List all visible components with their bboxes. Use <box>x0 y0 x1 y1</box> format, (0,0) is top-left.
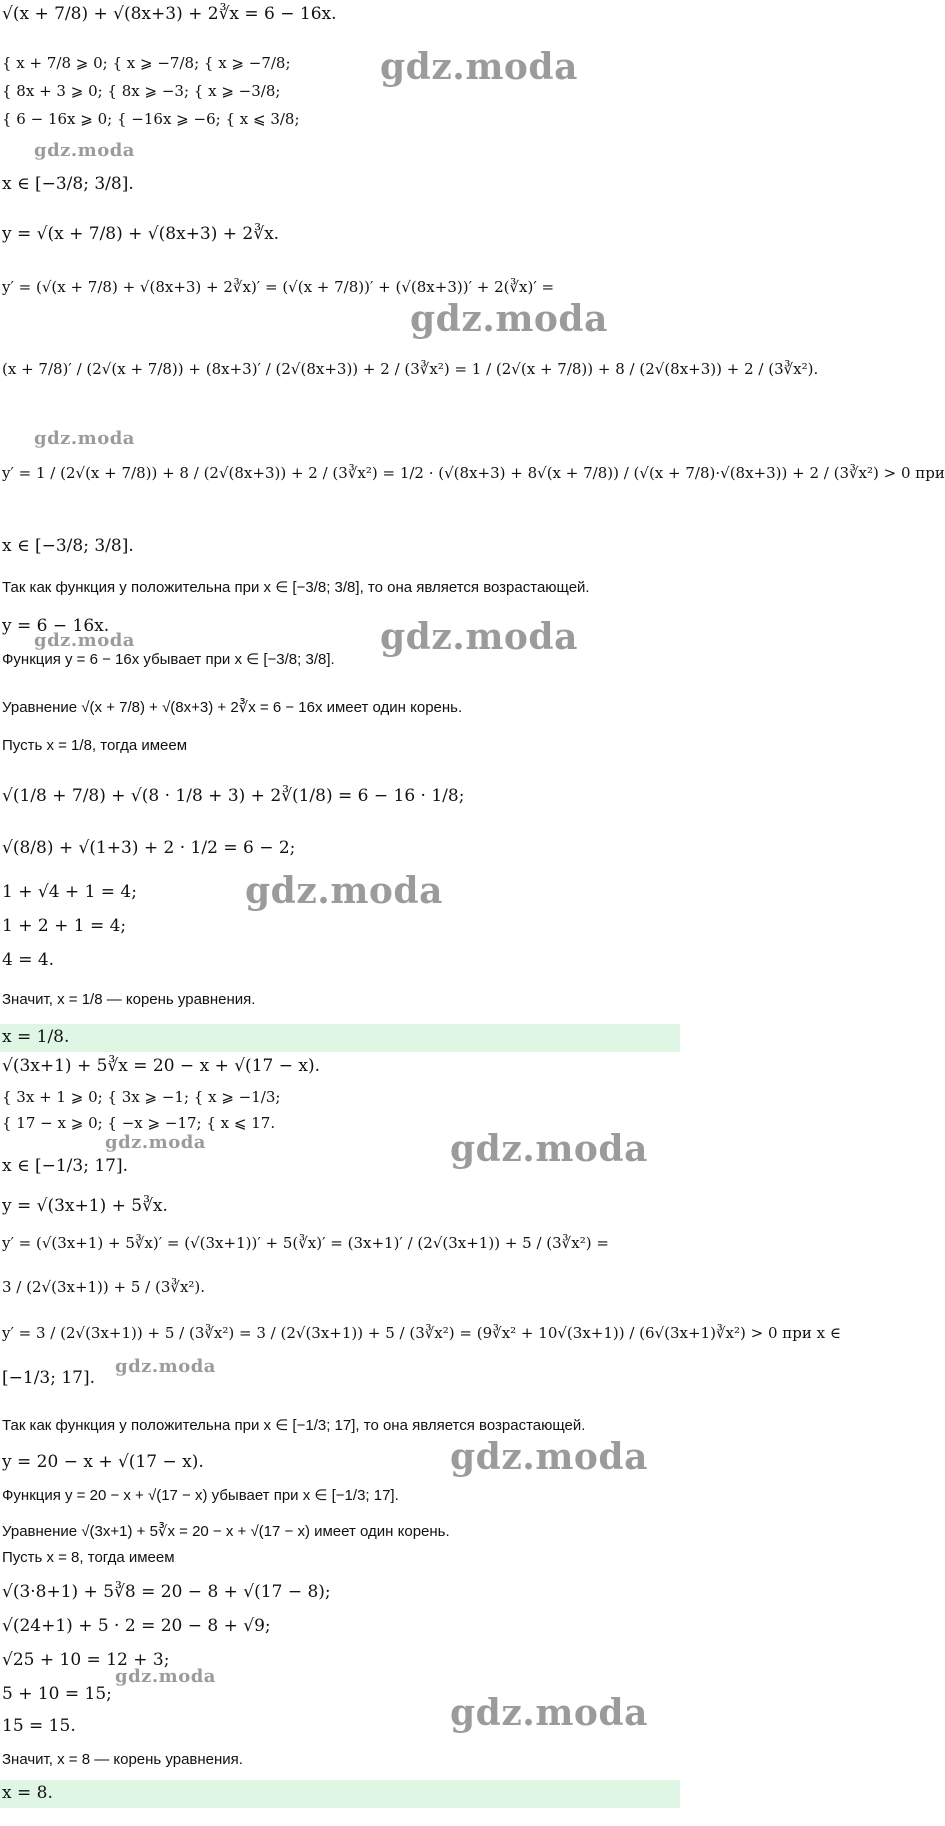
math-line: y = √(3x+1) + 5∛x. <box>2 1196 168 1216</box>
watermark: gdz.moda <box>105 1132 206 1153</box>
answer-line: x = 8. <box>0 1780 680 1808</box>
watermark: gdz.moda <box>115 1356 216 1377</box>
text-line: Функция y = 20 − x + √(17 − x) убывает при x ∈ [−1/3; 17]. <box>2 1487 399 1504</box>
watermark: gdz.moda <box>34 630 135 651</box>
math-line: √(3·8+1) + 5∛8 = 20 − 8 + √(17 − 8); <box>2 1582 331 1602</box>
watermark: gdz.moda <box>380 616 578 658</box>
math-line: y′ = (√(3x+1) + 5∛x)′ = (√(3x+1))′ + 5(∛x)′ = (3x+1)′ / (2√(3x+1)) + 5 / (3∛x²) = <box>2 1234 609 1252</box>
watermark: gdz.moda <box>34 140 135 161</box>
text-line: Так как функция y положительна при x ∈ [−3/8; 3/8], то она является возрастающей. <box>2 579 590 596</box>
text-line: Значит, x = 1/8 — корень уравнения. <box>2 991 256 1008</box>
text-line: Значит, x = 8 — корень уравнения. <box>2 1751 243 1768</box>
text-line: Функция y = 6 − 16x убывает при x ∈ [−3/8; 3/8]. <box>2 651 335 668</box>
watermark: gdz.moda <box>34 428 135 449</box>
watermark: gdz.moda <box>450 1436 648 1478</box>
watermark: gdz.moda <box>410 298 608 340</box>
math-line: √(x + 7/8) + √(8x+3) + 2∛x = 6 − 16x. <box>2 4 337 24</box>
math-line: y = 20 − x + √(17 − x). <box>2 1452 204 1472</box>
math-line: √(8/8) + √(1+3) + 2 · 1/2 = 6 − 2; <box>2 838 296 858</box>
math-line: { 6 − 16x ⩾ 0; { −16x ⩾ −6; { x ⩽ 3/8; <box>2 110 300 128</box>
math-line: x ∈ [−3/8; 3/8]. <box>2 174 134 194</box>
math-line: 15 = 15. <box>2 1716 76 1736</box>
math-line: y = √(x + 7/8) + √(8x+3) + 2∛x. <box>2 224 280 244</box>
text-line: Так как функция y положительна при x ∈ [−1/3; 17], то она является возрастающей. <box>2 1417 586 1434</box>
text-line: Уравнение √(x + 7/8) + √(8x+3) + 2∛x = 6 − 16x имеет один корень. <box>2 699 463 716</box>
math-line: { 3x + 1 ⩾ 0; { 3x ⩾ −1; { x ⩾ −1/3; <box>2 1088 281 1106</box>
math-line: y′ = 3 / (2√(3x+1)) + 5 / (3∛x²) = 3 / (2√(3x+1)) + 5 / (3∛x²) = (9∛x² + 10√(3x+1)) / (6√(3x+1)∛x²) > 0 при x ∈ <box>2 1324 841 1342</box>
text-line: Пусть x = 8, тогда имеем <box>2 1549 175 1566</box>
text-line: Уравнение √(3x+1) + 5∛x = 20 − x + √(17 − x) имеет один корень. <box>2 1523 450 1540</box>
math-line: (x + 7/8)′ / (2√(x + 7/8)) + (8x+3)′ / (2√(8x+3)) + 2 / (3∛x²) = 1 / (2√(x + 7/8)) + 8 / (2√(8x+3)) + 2 / (3∛x²). <box>2 360 819 378</box>
math-line: 3 / (2√(3x+1)) + 5 / (3∛x²). <box>2 1278 206 1296</box>
math-line: x ∈ [−3/8; 3/8]. <box>2 536 134 556</box>
math-line: [−1/3; 17]. <box>2 1368 96 1388</box>
watermark: gdz.moda <box>450 1692 648 1734</box>
answer-line: x = 1/8. <box>0 1024 680 1052</box>
math-line: 4 = 4. <box>2 950 55 970</box>
math-line: √(1/8 + 7/8) + √(8 · 1/8 + 3) + 2∛(1/8) = 6 − 16 · 1/8; <box>2 786 465 806</box>
math-line: √(3x+1) + 5∛x = 20 − x + √(17 − x). <box>2 1056 320 1076</box>
watermark: gdz.moda <box>115 1666 216 1687</box>
watermark: gdz.moda <box>245 870 443 912</box>
watermark: gdz.moda <box>450 1128 648 1170</box>
math-line: { x + 7/8 ⩾ 0; { x ⩾ −7/8; { x ⩾ −7/8; <box>2 54 291 72</box>
math-line: 1 + √4 + 1 = 4; <box>2 882 137 902</box>
math-line: x ∈ [−1/3; 17]. <box>2 1156 129 1176</box>
math-line: y′ = 1 / (2√(x + 7/8)) + 8 / (2√(8x+3)) + 2 / (3∛x²) = 1/2 · (√(8x+3) + 8√(x + 7/8)) / (√(x + 7/8)·√(8x+3)) + 2 / (3∛x²) > 0 при <box>2 464 945 482</box>
watermark: gdz.moda <box>380 46 578 88</box>
math-line: 5 + 10 = 15; <box>2 1684 112 1704</box>
math-line: { 8x + 3 ⩾ 0; { 8x ⩾ −3; { x ⩾ −3/8; <box>2 82 281 100</box>
math-line: y = 6 − 16x. <box>2 616 110 636</box>
text-line: Пусть x = 1/8, тогда имеем <box>2 737 188 754</box>
math-line: 1 + 2 + 1 = 4; <box>2 916 127 936</box>
math-line: y′ = (√(x + 7/8) + √(8x+3) + 2∛x)′ = (√(x + 7/8))′ + (√(8x+3))′ + 2(∛x)′ = <box>2 278 555 296</box>
math-line: √25 + 10 = 12 + 3; <box>2 1650 170 1670</box>
math-line: √(24+1) + 5 · 2 = 20 − 8 + √9; <box>2 1616 271 1636</box>
math-line: { 17 − x ⩾ 0; { −x ⩾ −17; { x ⩽ 17. <box>2 1114 276 1132</box>
